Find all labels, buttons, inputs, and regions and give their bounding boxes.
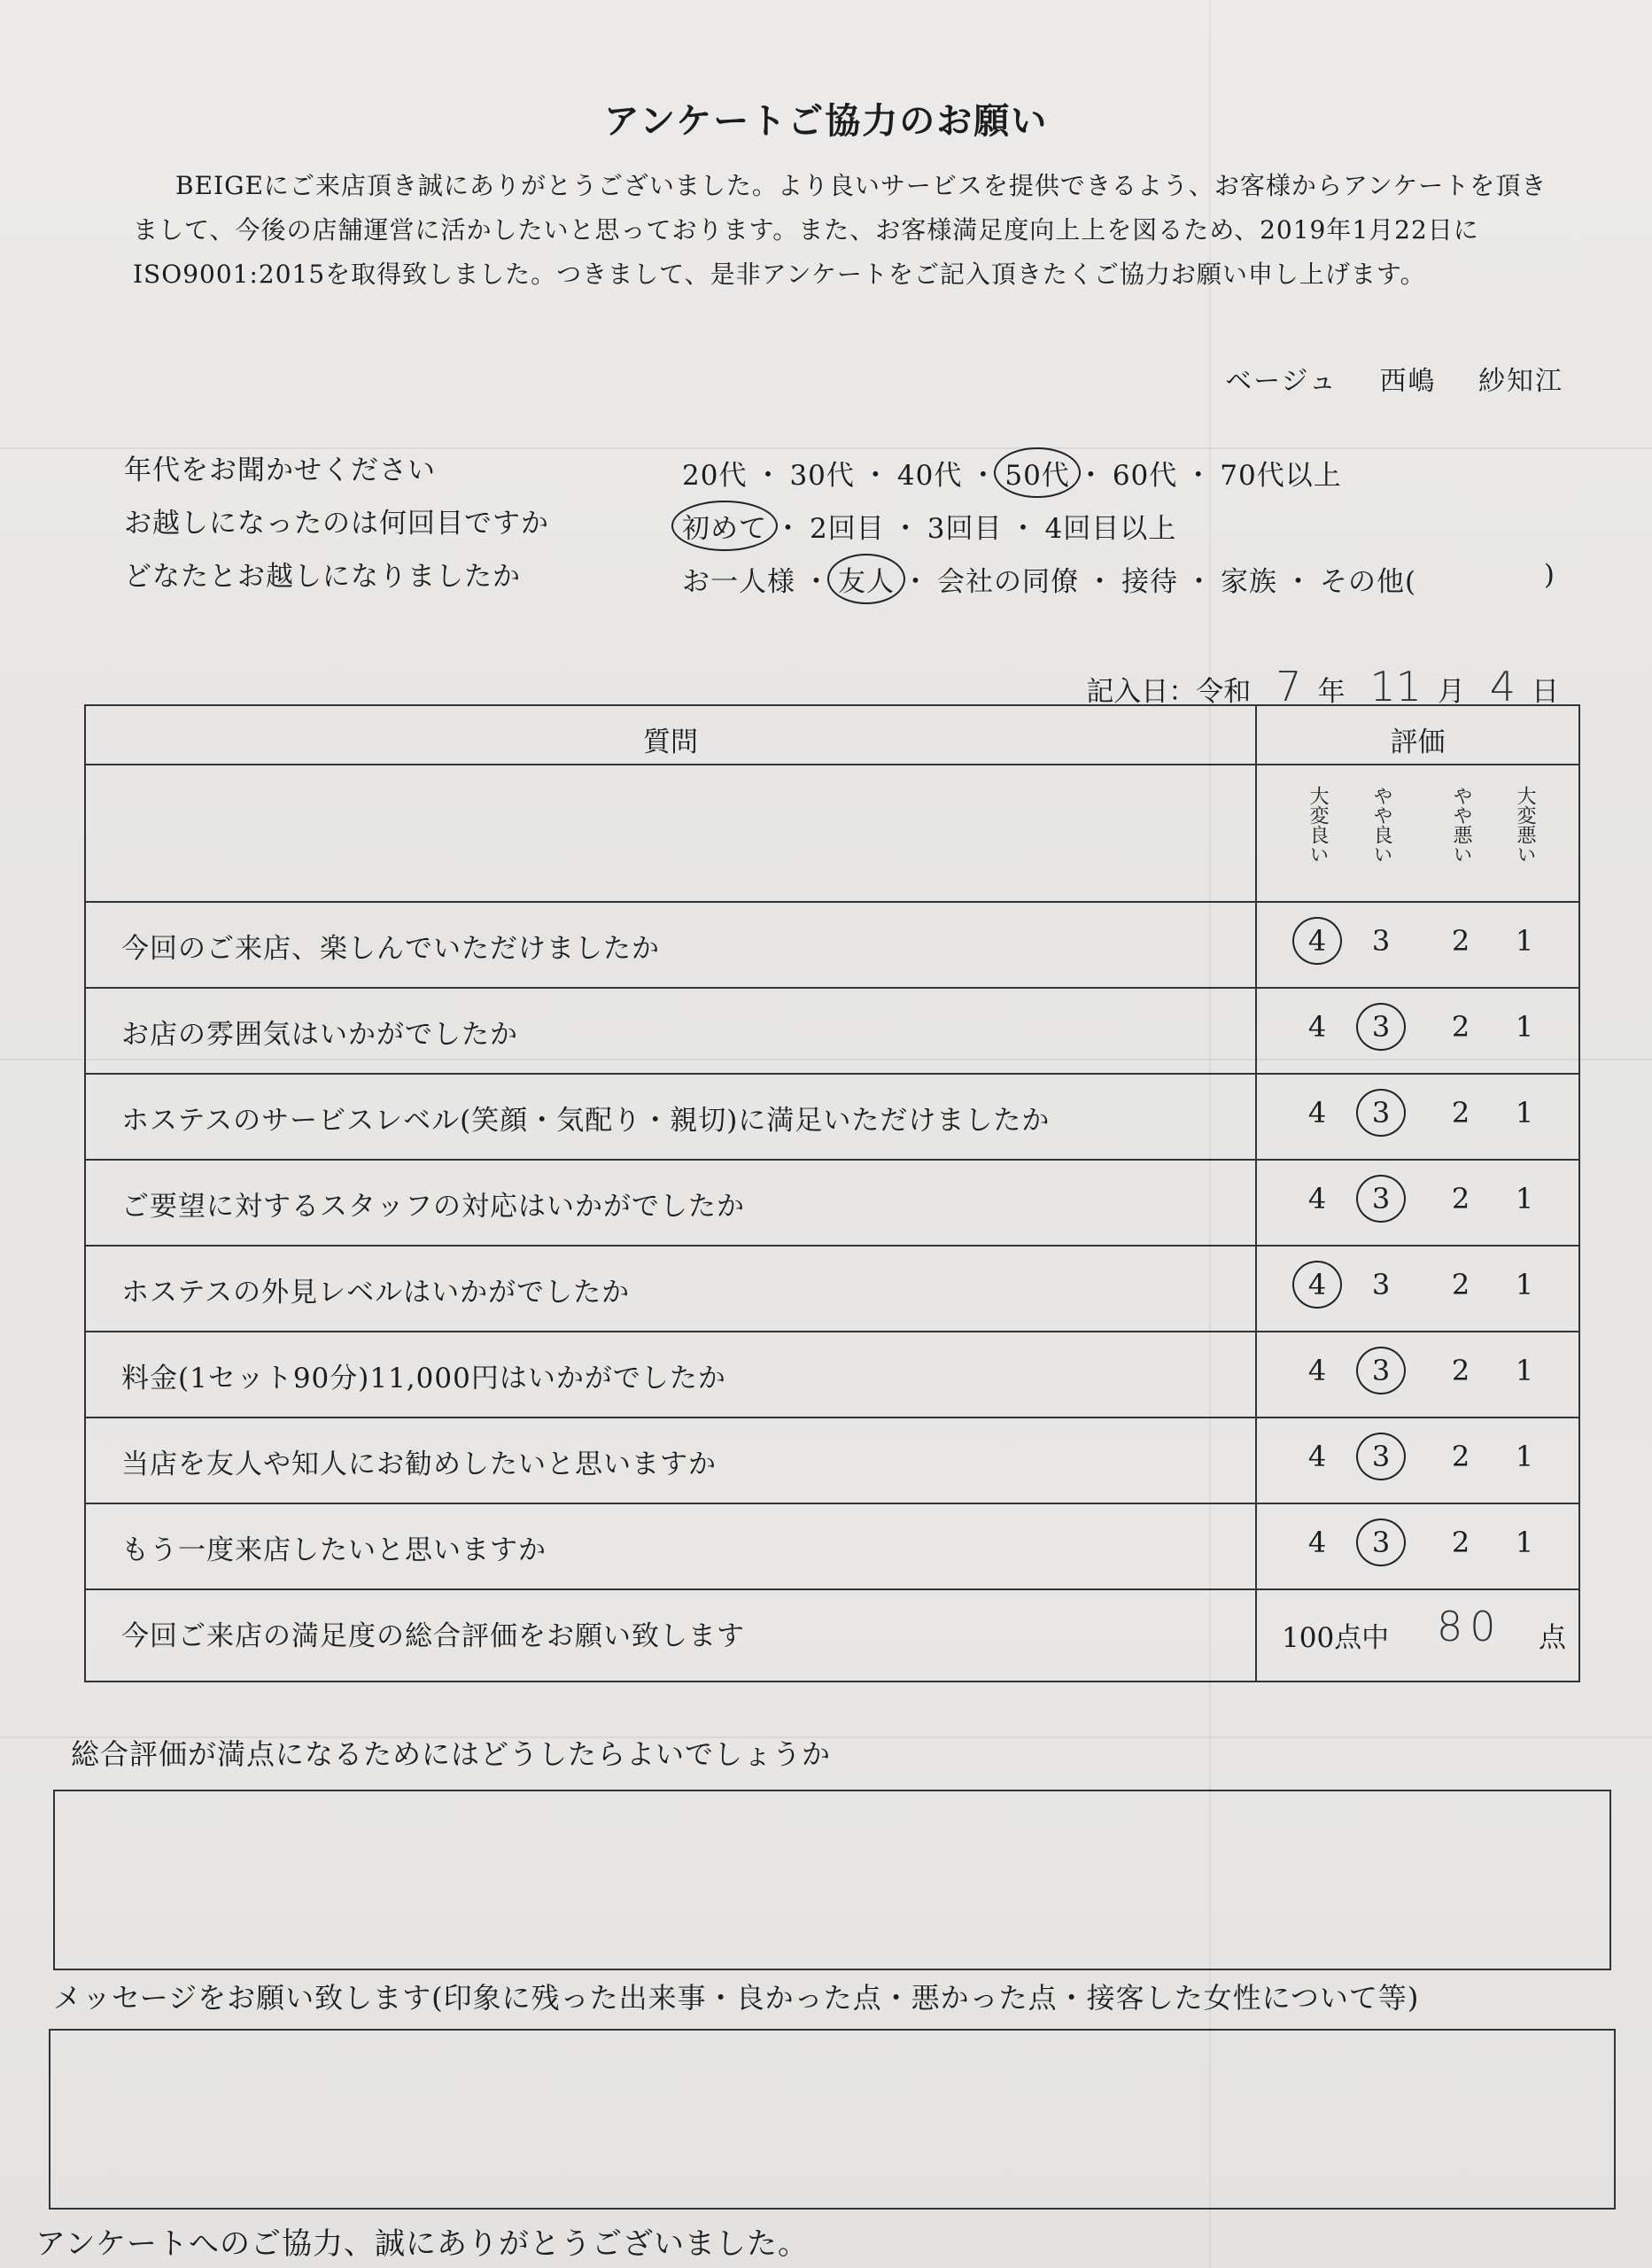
profile-question: どなたとお越しになりましたか: [124, 561, 521, 593]
entry-date: [1086, 663, 1559, 711]
signature-shop: ベージュ: [1225, 366, 1338, 397]
table-row: [86, 1417, 1578, 1504]
rating-option[interactable]: 4: [1307, 1010, 1327, 1044]
improve-label: 総合評価が満点になるためにはどうしたらよいでしょうか: [71, 1737, 832, 1771]
message-label: メッセージをお願い致します(印象に残った出来事・良かった点・悪かった点・接客した女性について等): [53, 1981, 1420, 2015]
intro-text: BEIGEにご来店頂き誠にありがとうございました。より良いサービスを提供できるよう、お客様からアンケートを頂きまして、今後の店舗運営に活かしたいと思っております。また、お客様満足度向上上を図るため、2019年1月22日にISO9001:2015を取得致しました。つきまして、是非アンケートをご記入頂きたくご協力お願い申し上げます。: [133, 171, 1547, 289]
profile-question: お越しになったのは何回目ですか: [124, 508, 549, 540]
rating-option[interactable]: 3: [1354, 1354, 1408, 1387]
rating-option[interactable]: 3: [1354, 1182, 1408, 1216]
rating-option[interactable]: 3: [1354, 1010, 1408, 1044]
row-question: 今回のご来店、楽しんでいただけましたか: [121, 933, 660, 965]
scale-label: やや良い: [1370, 786, 1392, 864]
rating-option[interactable]: 1: [1515, 1096, 1534, 1130]
table-row: [86, 987, 1578, 1075]
profile-option[interactable]: 3回目: [927, 513, 1003, 545]
option-separator: ・: [861, 460, 890, 492]
date-year[interactable]: 7: [1276, 663, 1302, 711]
rating-option[interactable]: 1: [1515, 1440, 1534, 1473]
table-row: [86, 1245, 1578, 1332]
option-separator: ・: [1086, 566, 1114, 598]
total-label: 100点中: [1282, 1622, 1390, 1654]
rating-option[interactable]: 4: [1307, 1354, 1327, 1387]
table-row: [86, 1331, 1578, 1418]
rating-option[interactable]: 4: [1291, 924, 1344, 958]
table-row: [86, 1503, 1578, 1590]
row-question: お店の雰囲気はいかがでしたか: [121, 1019, 518, 1051]
option-separator: ・: [754, 460, 783, 492]
signature: [1193, 359, 1563, 398]
profile-option[interactable]: 友人: [838, 559, 895, 599]
profile-option[interactable]: 60代: [1112, 460, 1178, 492]
total-row: [86, 1588, 1578, 1682]
option-separator: ・: [1076, 460, 1105, 492]
date-year-unit: 年: [1317, 676, 1346, 708]
row-question: ホステスの外見レベルはいかがでしたか: [121, 1277, 631, 1309]
rating-option[interactable]: 3: [1371, 1268, 1391, 1301]
total-question: 今回ご来店の満足度の総合評価をお願い致します: [121, 1620, 745, 1652]
profile-question: 年代をお聞かせください: [124, 454, 436, 486]
rating-option[interactable]: 3: [1354, 1096, 1408, 1130]
scale-label: 大変悪い: [1514, 786, 1536, 864]
rating-option[interactable]: 2: [1451, 1440, 1470, 1473]
rating-option[interactable]: 4: [1307, 1182, 1327, 1216]
rating-option[interactable]: 3: [1354, 1526, 1408, 1559]
row-question: 当店を友人や知人にお勧めしたいと思いますか: [121, 1449, 717, 1480]
profile-options: [682, 559, 1416, 599]
rating-option[interactable]: 2: [1451, 1182, 1470, 1216]
rating-option[interactable]: 1: [1515, 1268, 1534, 1301]
profile-option[interactable]: 会社の同僚: [937, 566, 1079, 598]
rating-table: [84, 704, 1580, 1682]
date-day[interactable]: 4: [1489, 663, 1516, 711]
table-divider: [86, 764, 1578, 765]
profile-option[interactable]: 接待: [1121, 566, 1178, 598]
date-label: 記入日：令和: [1086, 676, 1252, 708]
row-question: 料金(1セット90分)11,000円はいかがでしたか: [121, 1363, 726, 1394]
rating-option[interactable]: 2: [1451, 1354, 1470, 1387]
date-month[interactable]: 11: [1369, 663, 1422, 711]
message-textbox[interactable]: [49, 2029, 1616, 2210]
option-separator: ・: [969, 460, 998, 492]
option-separator: ・: [902, 566, 930, 598]
rating-option[interactable]: 2: [1451, 924, 1470, 958]
profile-option[interactable]: 初めて: [682, 506, 767, 546]
profile-option[interactable]: 70代以上: [1220, 460, 1342, 492]
thanks-text: アンケートへのご協力、誠にありがとうございました。: [35, 2226, 809, 2262]
profile-option[interactable]: 20代: [682, 460, 748, 492]
profile-option[interactable]: 家族: [1221, 566, 1277, 598]
option-separator: ・: [1184, 460, 1214, 492]
rating-option[interactable]: 1: [1515, 1010, 1534, 1044]
rating-option[interactable]: 3: [1354, 1440, 1408, 1473]
rating-option[interactable]: 3: [1371, 924, 1391, 958]
row-question: もう一度来店したいと思いますか: [121, 1534, 547, 1566]
signature-given: 紗知江: [1478, 366, 1563, 397]
rating-option[interactable]: 2: [1451, 1010, 1470, 1044]
header-rating: 評価: [1390, 726, 1446, 758]
option-separator: ・: [1009, 513, 1038, 545]
profile-option[interactable]: 2回目: [810, 513, 885, 545]
rating-option[interactable]: 2: [1451, 1096, 1470, 1130]
table-row: [86, 1073, 1578, 1161]
date-day-unit: 日: [1532, 676, 1559, 708]
row-question: ホステスのサービスレベル(笑顔・気配り・親切)に満足いただけましたか: [121, 1105, 1051, 1137]
rating-option[interactable]: 1: [1515, 1354, 1534, 1387]
option-separator: ・: [774, 513, 803, 545]
profile-options: [682, 506, 1176, 546]
profile-option[interactable]: 50代: [1004, 453, 1069, 493]
total-unit: 点: [1539, 1622, 1566, 1654]
table-row: [86, 1159, 1578, 1247]
scale-label: やや悪い: [1450, 786, 1472, 864]
table-row: [86, 901, 1578, 989]
profile-option[interactable]: お一人様: [682, 566, 795, 598]
option-separator: ・: [1284, 566, 1313, 598]
profile-option[interactable]: 30代: [789, 460, 855, 492]
profile-option[interactable]: 40代: [896, 460, 963, 492]
rating-scale-labels: [1257, 786, 1578, 883]
rating-option[interactable]: 4: [1307, 1440, 1327, 1473]
option-separator: ・: [803, 566, 831, 598]
row-question: ご要望に対するスタッフの対応はいかがでしたか: [121, 1191, 745, 1223]
rating-option[interactable]: 4: [1307, 1096, 1327, 1130]
option-separator: ・: [891, 513, 920, 545]
total-value[interactable]: 80: [1437, 1603, 1503, 1651]
rating-option[interactable]: 2: [1451, 1268, 1470, 1301]
rating-option[interactable]: 4: [1291, 1268, 1344, 1301]
option-separator: ・: [1185, 566, 1214, 598]
profile-option[interactable]: その他(: [1320, 566, 1417, 598]
other-close-paren: ): [1543, 559, 1555, 591]
rating-option[interactable]: 1: [1515, 1526, 1534, 1559]
rating-option[interactable]: 2: [1451, 1526, 1470, 1559]
signature-surname: 西嶋: [1379, 366, 1437, 397]
rating-option[interactable]: 1: [1515, 924, 1534, 958]
profile-option[interactable]: 4回目以上: [1044, 513, 1177, 545]
profile-options: [682, 453, 1342, 493]
date-month-unit: 月: [1437, 676, 1465, 708]
rating-option[interactable]: 4: [1307, 1526, 1327, 1559]
rating-option[interactable]: 1: [1515, 1182, 1534, 1216]
scale-label: 大変良い: [1307, 786, 1329, 864]
improve-textbox[interactable]: [53, 1790, 1611, 1970]
header-question: 質問: [643, 726, 698, 758]
page-title: アンケートご協力のお願い: [603, 100, 1049, 142]
